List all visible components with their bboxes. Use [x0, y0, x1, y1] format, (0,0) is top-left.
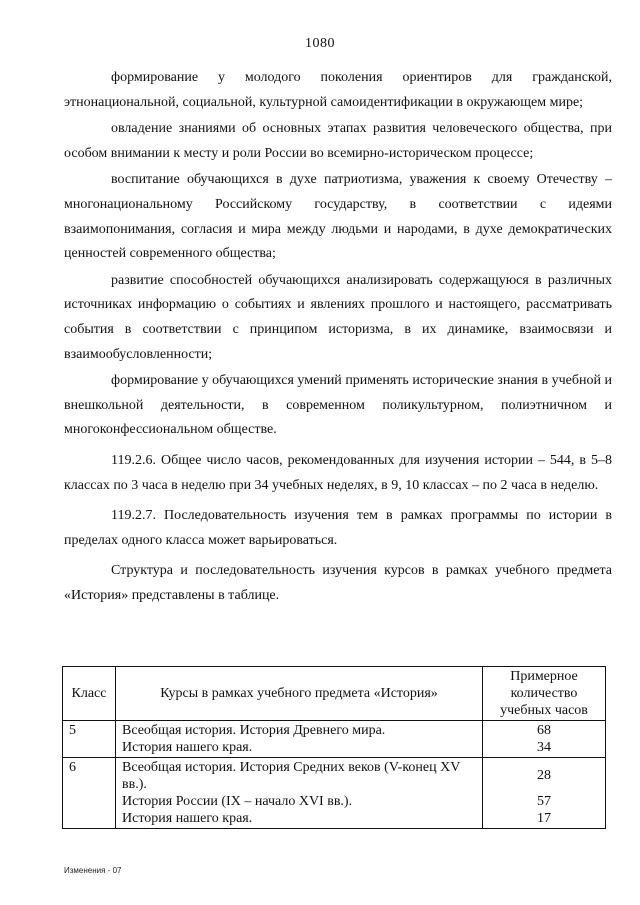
- hours-value: 57: [537, 794, 551, 809]
- course-item: Всеобщая история. История Древнего мира.: [122, 723, 386, 738]
- course-item: История нашего края.: [122, 740, 253, 755]
- course-item: История нашего края.: [122, 811, 253, 826]
- course-item: История России (IX – начало XVI вв.).: [122, 794, 353, 809]
- row-courses-cell: [116, 721, 483, 758]
- row-class-cell: 5: [63, 721, 116, 758]
- table-row: [63, 721, 606, 758]
- hours-value: 28: [537, 768, 551, 783]
- footer-revision-note: Изменения - 07: [64, 866, 122, 875]
- document-body: [64, 66, 612, 610]
- row-hours-cell: [483, 758, 606, 829]
- paragraph-table-intro: Структура и последовательность изучения курсов в рамках учебного предмета «История» представлены в таблице.: [64, 563, 612, 603]
- header-hours: Примерное количество учебных часов: [483, 667, 606, 721]
- header-courses: Курсы в рамках учебного предмета «История»: [116, 667, 483, 721]
- courses-table: [62, 666, 606, 829]
- table-row: [63, 758, 606, 829]
- table-header-row: [63, 667, 606, 721]
- hours-value: 34: [537, 740, 551, 755]
- row-hours-cell: [483, 721, 606, 758]
- course-item: Всеобщая история. История Средних веков (V-конец XV вв.).: [122, 760, 461, 792]
- paragraph-goal-skills: формирование у обучающихся умений применять исторические знания в учебной и внешкольной деятельности, в современном поликультурном, полиэтничном и многоконфессиональном обществе.: [64, 373, 612, 438]
- paragraph-goal-patriotism: воспитание обучающихся в духе патриотизма, уважения к своему Отечеству – многонациональному Российскому государству, в соответствии с идеями взаимопонимания, согласия и мира между людьми и народами, в духе демократических ценностей современного общества;: [64, 172, 612, 262]
- paragraph-goal-identity: формирование у молодого поколения ориентиров для гражданской, этнонациональной, социальной, культурной самоидентификации в окружающем мире;: [64, 70, 612, 110]
- paragraph-goal-analysis: развитие способностей обучающихся анализировать содержащуюся в различных источниках информацию о событиях и явлениях прошлого и настоящего, рассматривать события в соответствии с принципом историзма, в их динамике, взаимосвязи и взаимообусловленности;: [64, 272, 612, 362]
- row-courses-cell: [116, 758, 483, 829]
- paragraph-hours-total: 119.2.6. Общее число часов, рекомендованных для изучения истории – 544, в 5–8 классах по 3 часа в неделю при 34 учебных неделях, в 9, 10 классах – по 2 часа в неделю.: [64, 452, 612, 493]
- header-class: Класс: [63, 667, 116, 721]
- row-class-cell: 6: [63, 758, 116, 829]
- paragraph-topic-sequence: 119.2.7. Последовательность изучения тем в рамках программы по истории в пределах одного класса может варьироваться.: [64, 508, 612, 548]
- page-number: 1080: [305, 36, 335, 51]
- hours-value: 17: [537, 811, 551, 826]
- hours-value: 68: [537, 723, 551, 738]
- paragraph-goal-knowledge: овладение знаниями об основных этапах развития человеческого общества, при особом внимании к месту и роли России во всемирно-историческом процессе;: [64, 121, 612, 161]
